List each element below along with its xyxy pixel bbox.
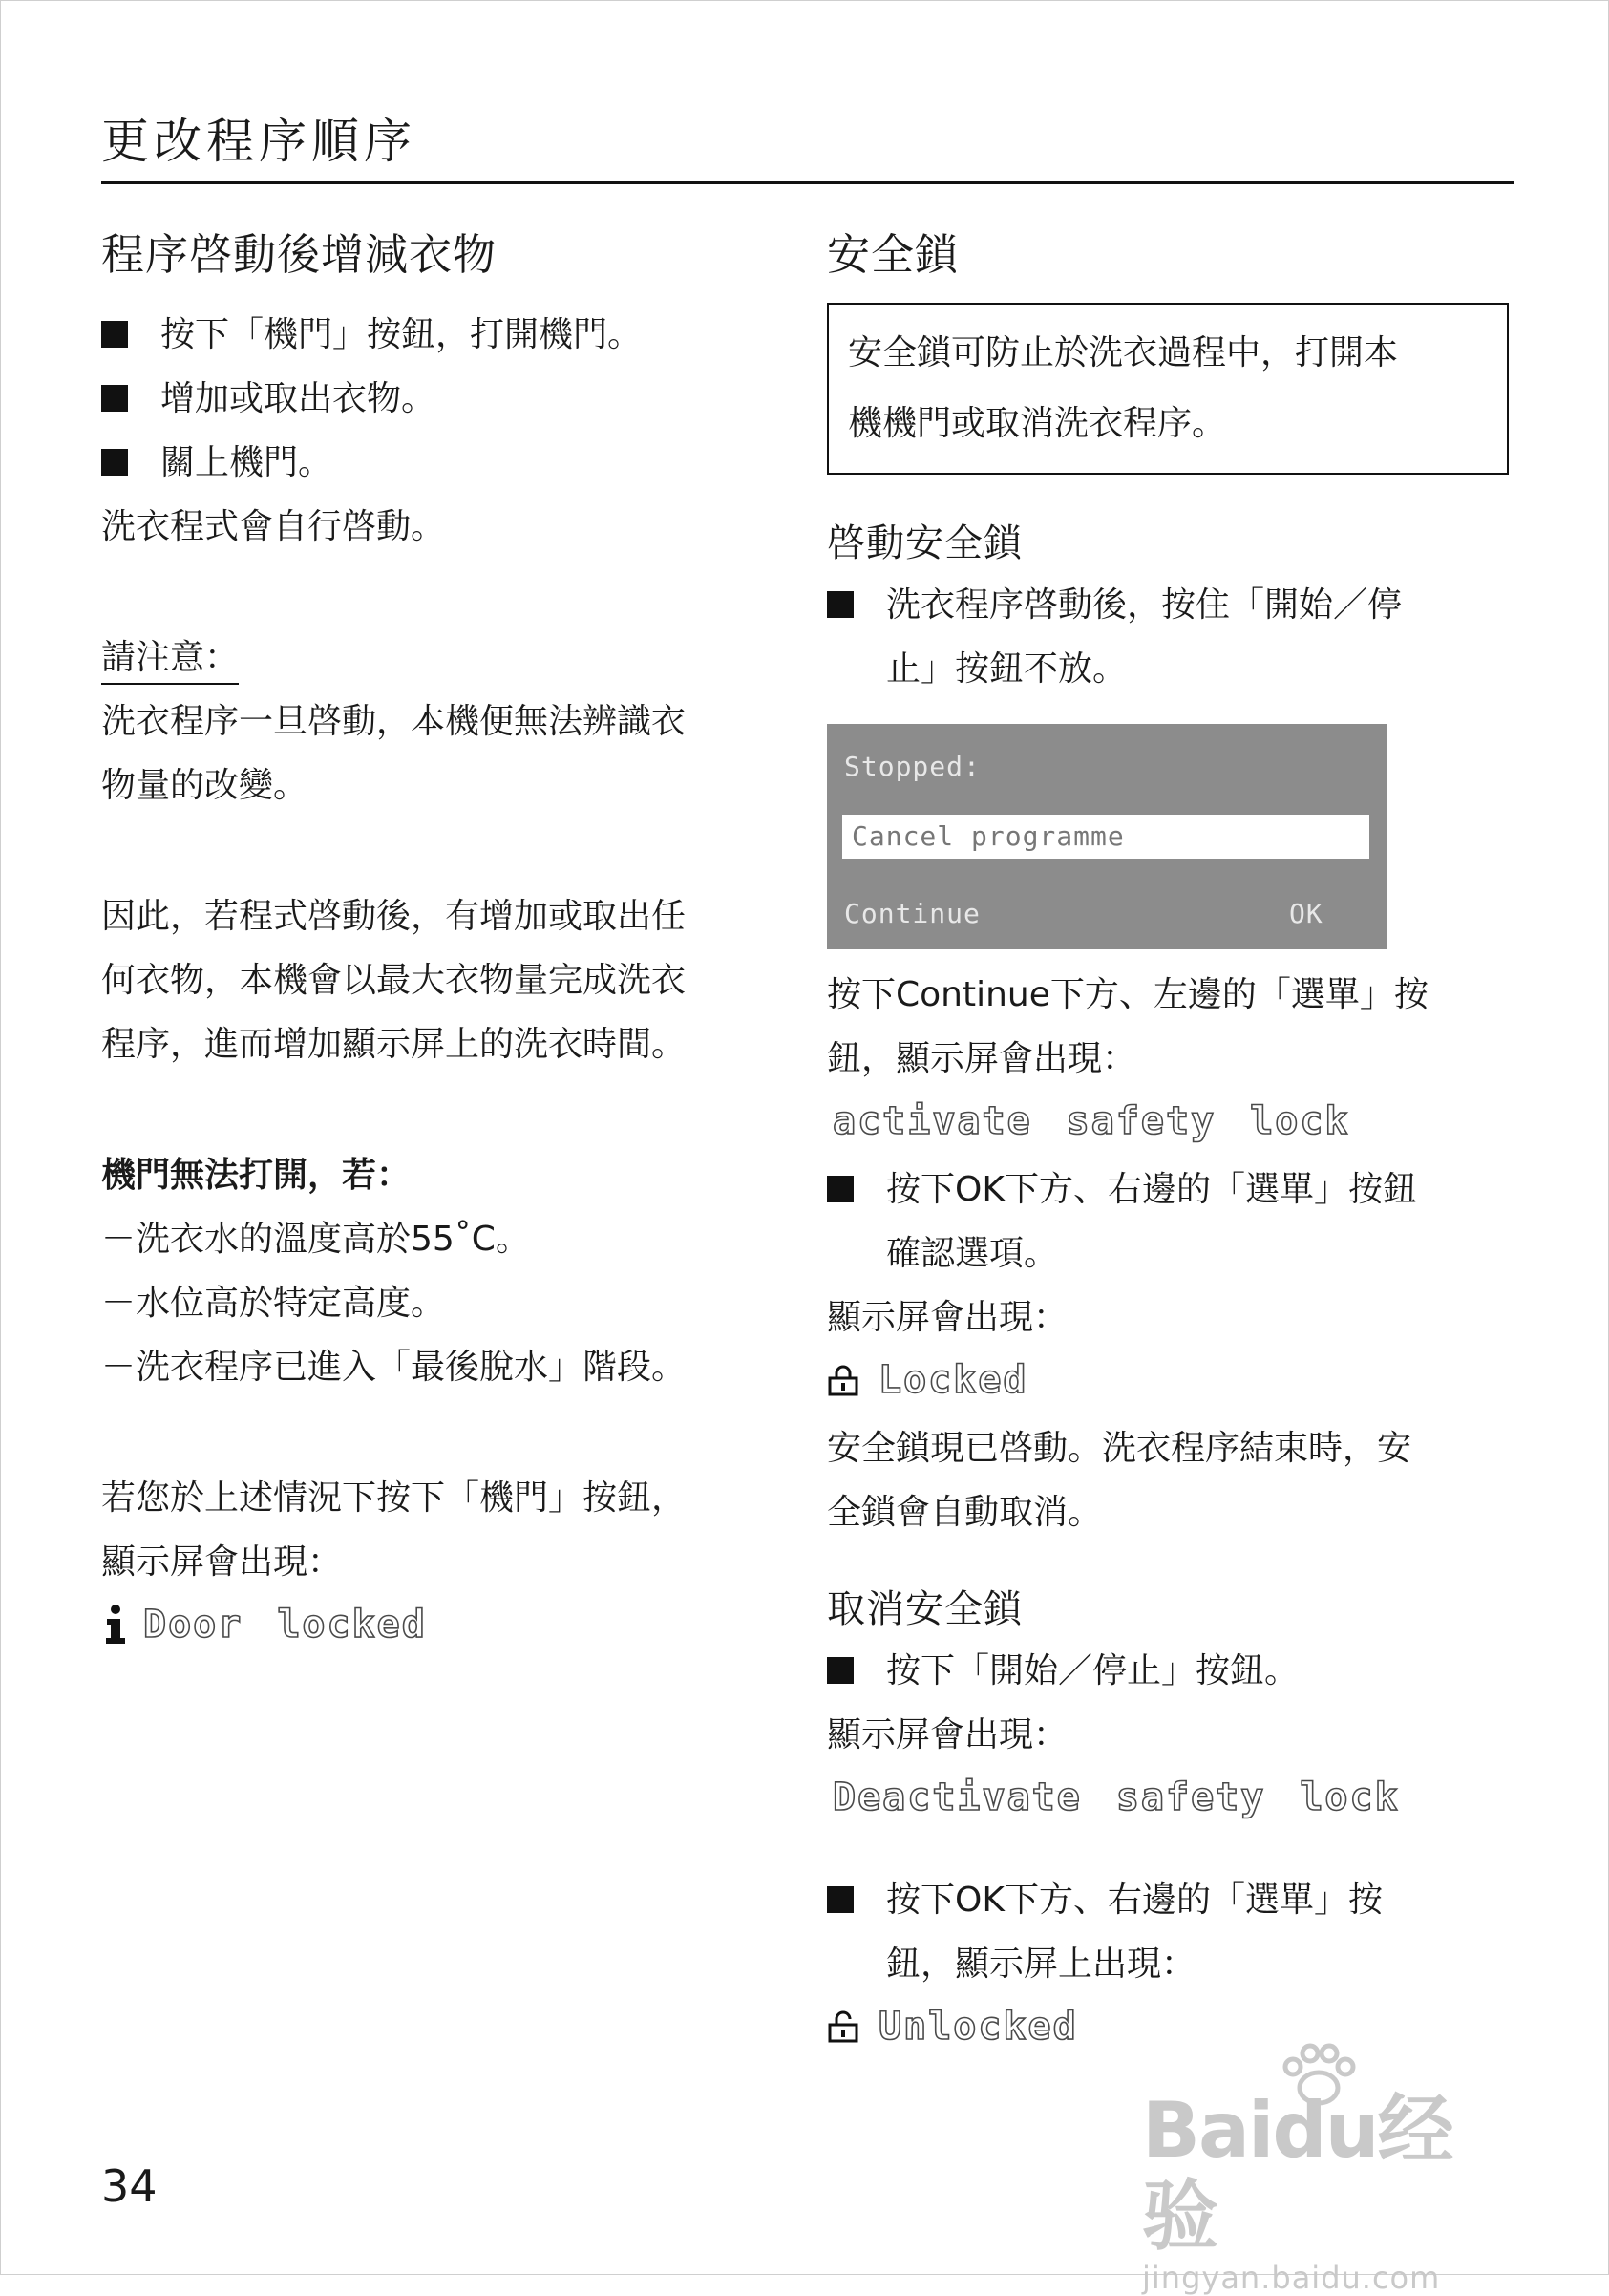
para-line: 程序，進而增加顯示屏上的洗衣時間。 (101, 1025, 687, 1064)
press-line: 按下Continue下方、左邊的「選單」按 (827, 975, 1429, 1014)
info-icon (101, 1604, 130, 1646)
press-line: 若您於上述情況下按下「機門」按鈕， (101, 1478, 687, 1518)
bullet-text: 洗衣程序啓動後，按住「開始／停 (886, 585, 1403, 625)
lcd-word: safety (1115, 1775, 1266, 1819)
safety-lock-infobox (827, 303, 1509, 475)
display-continue-option: Continue (844, 898, 981, 929)
bullet-item (827, 1158, 1514, 1286)
para-line: 何衣物，本機會以最大衣物量完成洗衣 (101, 961, 687, 1000)
infobox-line: 機機門或取消洗衣程序。 (848, 404, 1227, 443)
bullet-text: 關上機門。 (160, 443, 333, 482)
door-heading: 機門無法打開，若： (101, 1156, 412, 1195)
screen-shows-text: 顯示屏會出現： (827, 1298, 1069, 1337)
auto-start-text: 洗衣程式會自行啓動。 (101, 507, 446, 546)
bullet-item (101, 431, 789, 495)
bullet-square-icon (827, 1657, 854, 1684)
bullet-square-icon (827, 1176, 854, 1202)
bullet-square-icon (101, 385, 128, 412)
lcd-word: Unlocked (879, 2005, 1078, 2049)
note-line: 洗衣程序一旦啓動，本機便無法辨識衣 (101, 702, 687, 741)
door-locked-display (101, 1598, 789, 1651)
note-label: 請注意： (101, 633, 239, 685)
bullet-text: 確認選項。 (886, 1234, 1059, 1273)
lcd-word: Deactivate (833, 1775, 1082, 1819)
display-menu-item: Cancel programme (852, 820, 1125, 852)
washer-display (827, 724, 1387, 949)
activate-display (833, 1095, 1514, 1148)
cancel-heading: 取消安全鎖 (827, 1587, 1023, 1631)
activated-line: 安全鎖現已啓動。洗衣程序結束時，安 (827, 1429, 1412, 1468)
lcd-word: activate (833, 1099, 1032, 1143)
bullet-item (101, 367, 789, 431)
lcd-word: locked (277, 1603, 427, 1647)
paw-logo-icon (1276, 2042, 1362, 2109)
bullet-text: 按下「機門」按鈕，打開機門。 (160, 315, 643, 354)
page-title: 更改程序順序 (101, 114, 416, 169)
lcd-word: safety (1066, 1099, 1217, 1143)
press-line: 顯示屏會出現： (101, 1542, 343, 1582)
left-heading: 程序啓動後增減衣物 (101, 229, 498, 280)
title-rule (101, 181, 1514, 184)
door-condition: －洗衣程序已進入「最後脫水」階段。 (101, 1348, 687, 1387)
bullet-text: 按下OK下方、右邊的「選單」按鈕 (886, 1170, 1417, 1209)
display-status: Stopped: (844, 751, 981, 782)
bullet-text: 增加或取出衣物。 (160, 379, 436, 418)
baidu-watermark (1142, 2086, 1524, 2296)
bullet-square-icon (101, 321, 128, 348)
lock-closed-icon (827, 1364, 859, 1396)
page-number: 34 (101, 2160, 158, 2212)
bullet-square-icon (101, 449, 128, 476)
right-column (827, 220, 1514, 2063)
screen-shows-text: 顯示屏會出現： (827, 1715, 1069, 1754)
display-selected-item (842, 815, 1369, 859)
note-line: 物量的改變。 (101, 766, 308, 805)
activate-heading: 啓動安全鎖 (827, 521, 1023, 565)
lcd-word: Door (143, 1603, 243, 1647)
right-heading: 安全鎖 (827, 229, 960, 280)
lock-open-icon (827, 2010, 859, 2043)
watermark-brand: Baidu经验 (1142, 2086, 1452, 2261)
bullet-text: 止」按鈕不放。 (886, 649, 1128, 689)
door-condition: －水位高於特定高度。 (101, 1284, 446, 1323)
bullet-text: 鈕，顯示屏上出現： (886, 1945, 1196, 1984)
activated-line: 全鎖會自動取消。 (827, 1493, 1103, 1532)
para-line: 因此，若程式啓動後，有增加或取出任 (101, 897, 687, 936)
left-column (101, 220, 789, 1661)
bullet-text: 按下OK下方、右邊的「選單」按 (886, 1881, 1383, 1920)
display-ok-option: OK (1289, 898, 1323, 929)
bullet-text: 按下「開始／停止」按鈕。 (886, 1651, 1300, 1690)
bullet-item (827, 1639, 1514, 1703)
bullet-square-icon (827, 1886, 854, 1913)
infobox-line: 安全鎖可防止於洗衣過程中，打開本 (848, 333, 1399, 372)
door-condition: －洗衣水的溫度高於55˚C。 (101, 1220, 530, 1259)
bullet-item (827, 573, 1514, 701)
lcd-word: lock (1250, 1099, 1350, 1143)
unlocked-display (827, 2000, 1514, 2053)
watermark-url: jingyan.baidu.com (1142, 2260, 1441, 2296)
lcd-word: Locked (879, 1358, 1028, 1402)
bullet-square-icon (827, 591, 854, 618)
bullet-item (101, 303, 789, 367)
lcd-word: lock (1300, 1775, 1400, 1819)
press-line: 鈕，顯示屏會出現： (827, 1039, 1137, 1078)
deactivate-display (833, 1771, 1514, 1824)
bullet-item (827, 1868, 1514, 1996)
locked-display (827, 1353, 1514, 1407)
